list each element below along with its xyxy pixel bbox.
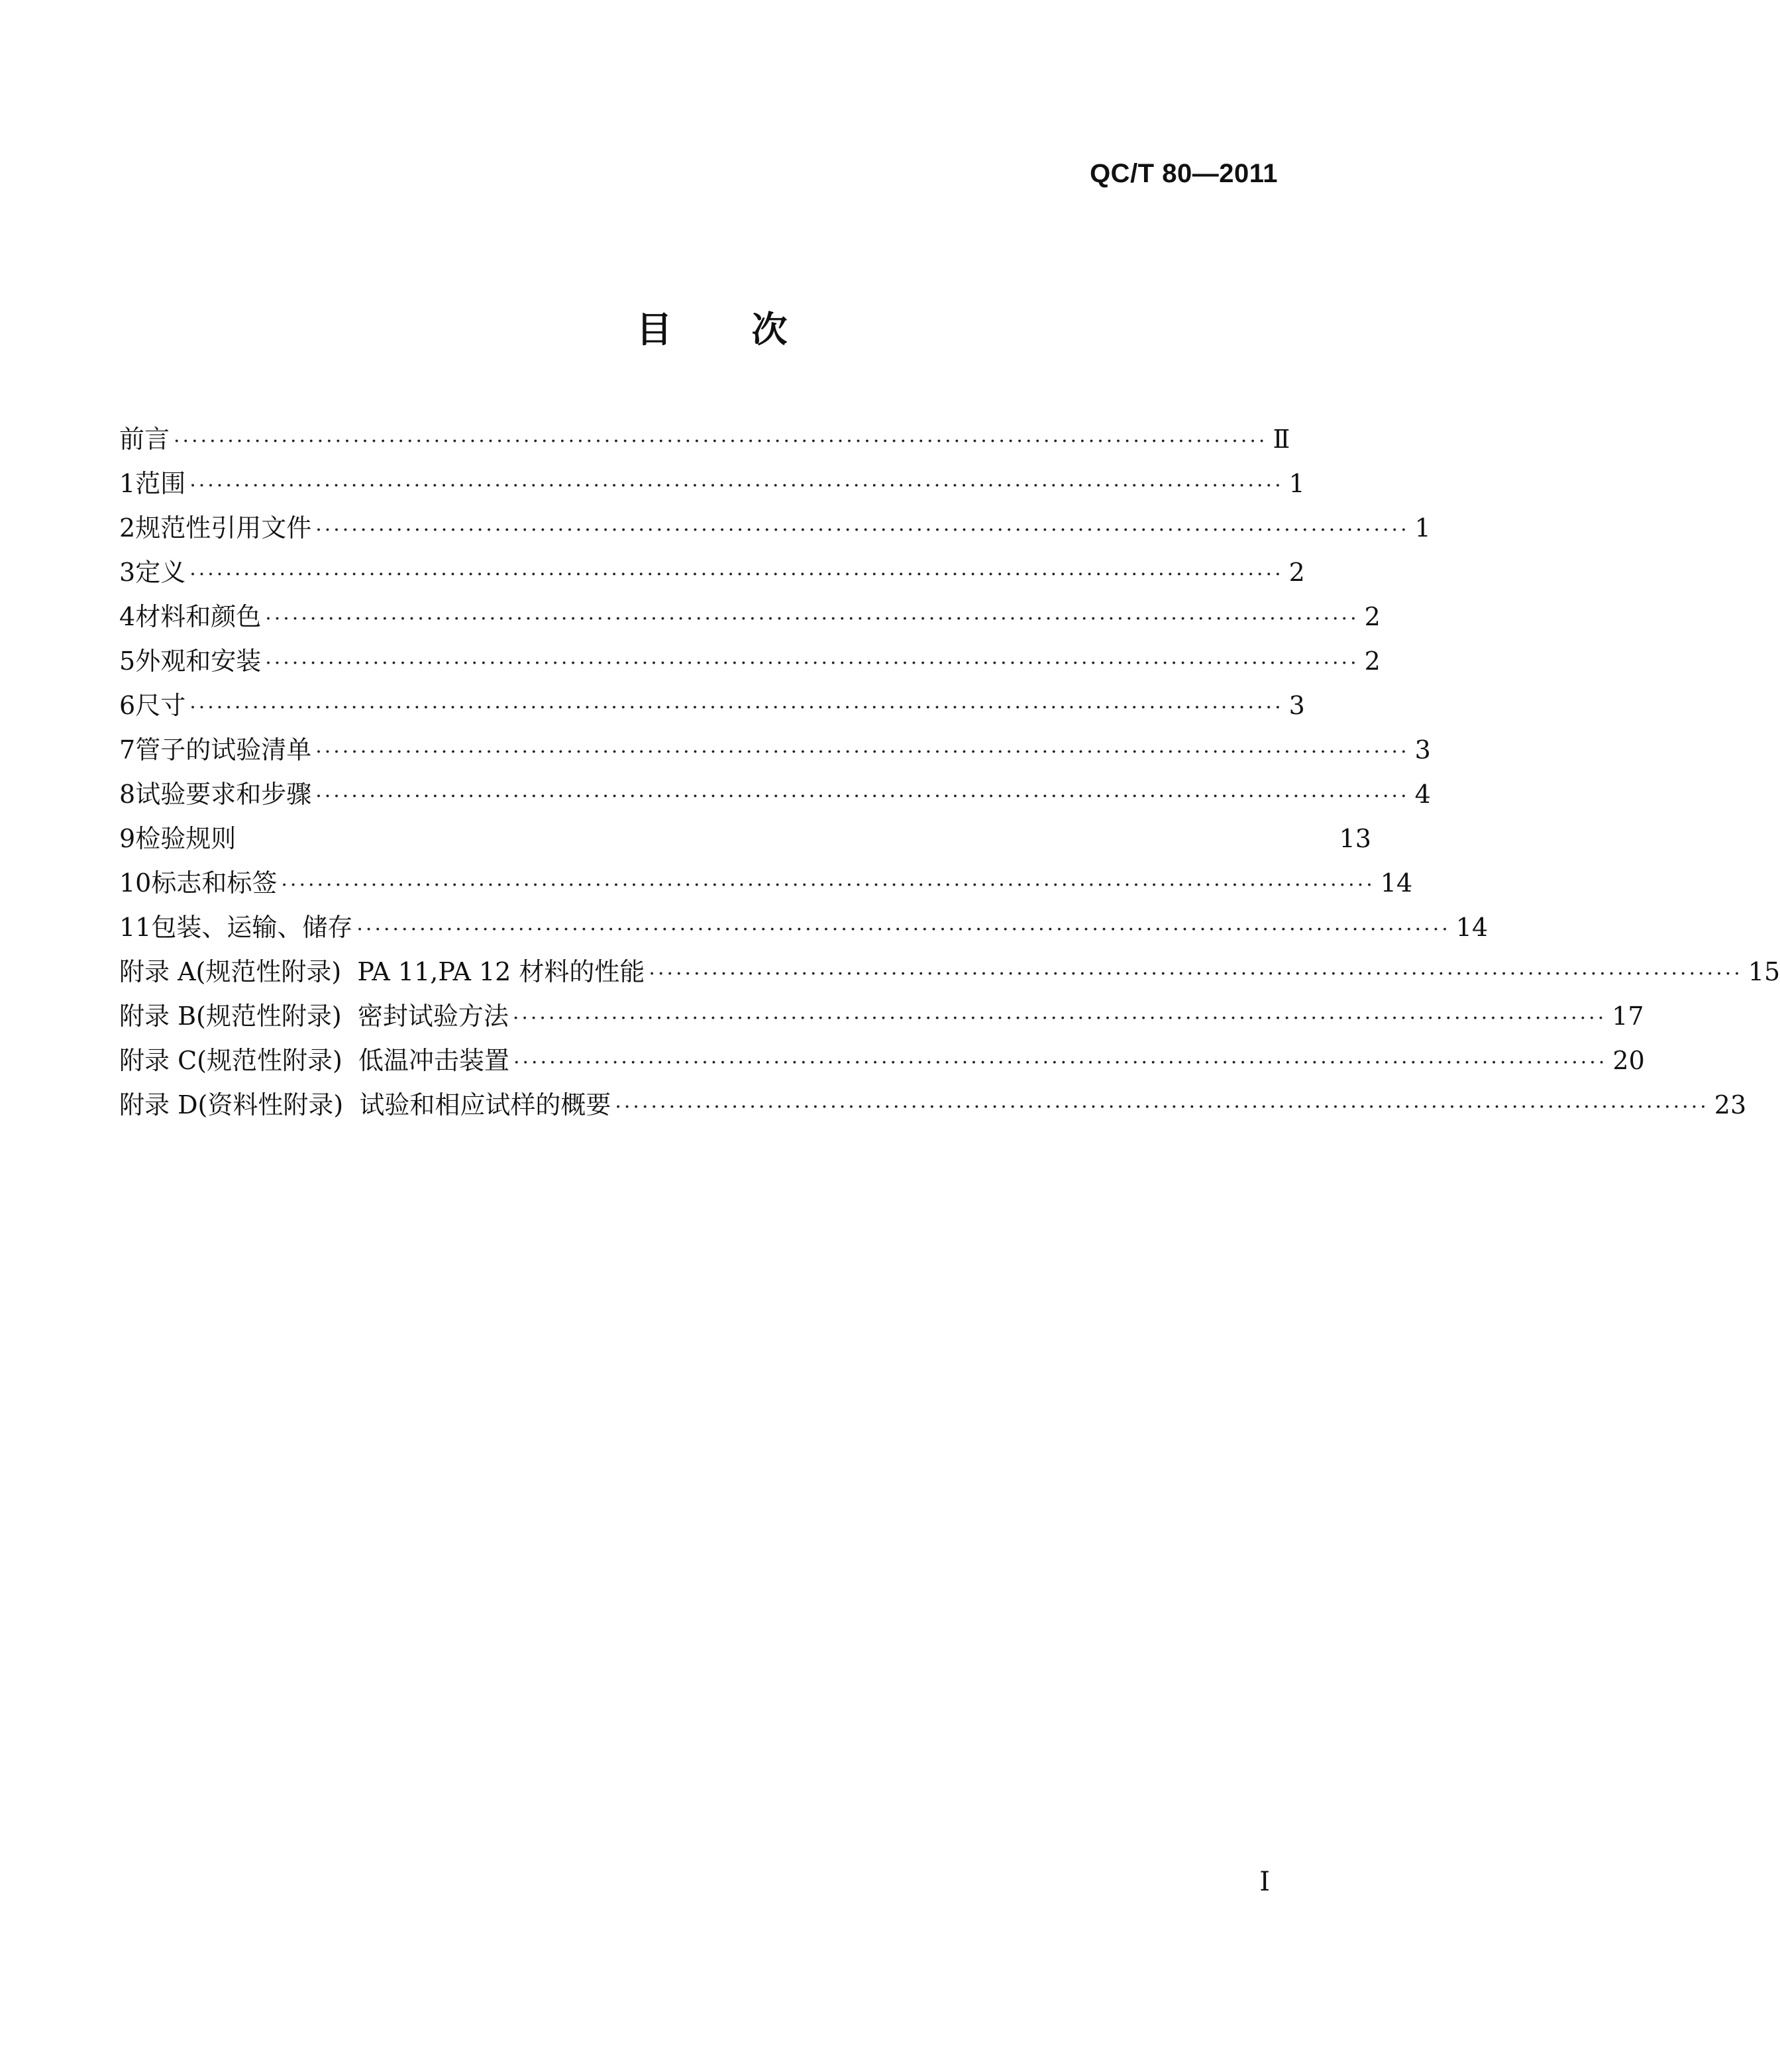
toc-entry-number: 2 [119,513,136,543]
toc-leader-dots: ·························································································································· [356,918,1451,941]
toc-entry-3[interactable] [119,552,1305,596]
toc-entry-label: 包装、运输、储存 [151,913,353,942]
toc-leader-dots: ·························································································································· [240,829,1334,853]
toc-entry-number: 8 [119,780,136,809]
toc-leader-dots: ·························································································································· [174,430,1268,453]
toc-entry-page: 2 [1364,647,1381,676]
toc-entry-page: 15 [1748,957,1780,986]
toc-entry-page: 3 [1414,735,1431,764]
toc-entry-appendix-d[interactable] [119,1084,1747,1129]
toc-entry-7[interactable] [119,729,1431,774]
toc-entry-label: 定义 [135,558,186,587]
toc-entry-label: 管子的试验清单 [135,735,312,764]
toc-leader-dots: ·························································································································· [649,962,1743,986]
toc-entry-label: 附录 C(规范性附录) 低温冲击装置 [119,1046,509,1075]
toc-entry-2[interactable] [119,507,1431,552]
toc-entry-number: 3 [119,558,136,587]
toc-leader-dots: ·························································································································· [615,1096,1709,1119]
toc-leader-dots: ·························································································································· [513,1051,1608,1074]
toc-entry-page: Ⅱ [1273,425,1290,454]
toc-entry-11[interactable] [119,907,1489,951]
toc-entry-number: 7 [119,735,136,764]
toc-leader-dots: ·························································································································· [315,741,1410,764]
toc-entry-number: 6 [119,691,136,720]
toc-entry-number: 5 [119,647,136,676]
toc-entry-label: 范围 [135,469,186,498]
toc-entry-number: 4 [119,602,136,631]
toc-entry-label: 前言 [119,425,170,454]
toc-leader-dots: ·························································································································· [189,563,1284,586]
toc-entry-number: 11 [119,913,152,942]
toc-entry-label: 外观和安装 [135,647,262,676]
toc-leader-dots: ·························································································································· [265,652,1359,675]
toc-entry-page: 13 [1339,824,1371,853]
toc-leader-dots: ·························································································································· [281,874,1375,897]
toc-entry-page: 14 [1455,913,1489,942]
toc-entry-label: 检验规则 [135,824,236,853]
toc-entry-label: 材料和颜色 [135,602,262,631]
toc-entry-4[interactable] [119,596,1381,641]
toc-entry-page: 14 [1380,868,1413,898]
toc-entry-1[interactable] [119,463,1305,507]
toc-leader-dots: ·························································································································· [512,1007,1607,1030]
toc-leader-dots: ·························································································································· [315,519,1410,542]
toc-entry-label: 标志和标签 [151,868,278,898]
toc-entry-number: 10 [119,868,152,898]
toc-entry-appendix-c[interactable] [119,1040,1645,1084]
toc-entry-page: 3 [1288,691,1305,720]
table-of-contents [119,419,1780,1129]
toc-entry-page: 23 [1714,1090,1747,1119]
toc-entry-page: 20 [1612,1046,1645,1075]
toc-entry-page: 1 [1288,469,1305,498]
toc-entry-label: 附录 A(规范性附录) PA 11,PA 12 材料的性能 [119,957,645,986]
toc-entry-page: 4 [1414,780,1431,809]
toc-entry-label: 附录 D(资料性附录) 试验和相应试样的概要 [119,1090,611,1119]
toc-entry-page: 1 [1414,513,1431,543]
toc-entry-appendix-b[interactable] [119,996,1644,1040]
toc-entry-8[interactable] [119,774,1431,818]
toc-entry-5[interactable] [119,641,1381,685]
toc-entry-appendix-a[interactable] [119,951,1780,996]
toc-leader-dots: ·························································································································· [189,696,1284,719]
toc-entry-page: 2 [1364,602,1381,631]
toc-entry-label: 尺寸 [135,691,186,720]
toc-leader-dots: ·························································································································· [189,474,1284,497]
toc-entry-label: 附录 B(规范性附录) 密封试验方法 [119,1002,509,1031]
toc-entry-number: 9 [119,824,136,853]
toc-entry-label: 试验要求和步骤 [135,780,312,809]
standard-number: QC/T 80—2011 [1090,159,1278,188]
toc-entry-6[interactable] [119,685,1305,729]
toc-entry-9[interactable] [119,818,1371,862]
toc-entry-label: 规范性引用文件 [135,513,312,543]
page-number: I [1259,1867,1270,1897]
toc-leader-dots: ·························································································································· [315,785,1410,808]
toc-entry-page: 2 [1288,558,1305,587]
toc-entry-number: 1 [119,469,136,498]
page-title: 目次 [636,309,867,350]
toc-leader-dots: ·························································································································· [265,607,1359,631]
toc-entry-page: 17 [1612,1002,1644,1031]
toc-entry-foreword[interactable] [119,419,1290,463]
toc-entry-10[interactable] [119,862,1413,907]
